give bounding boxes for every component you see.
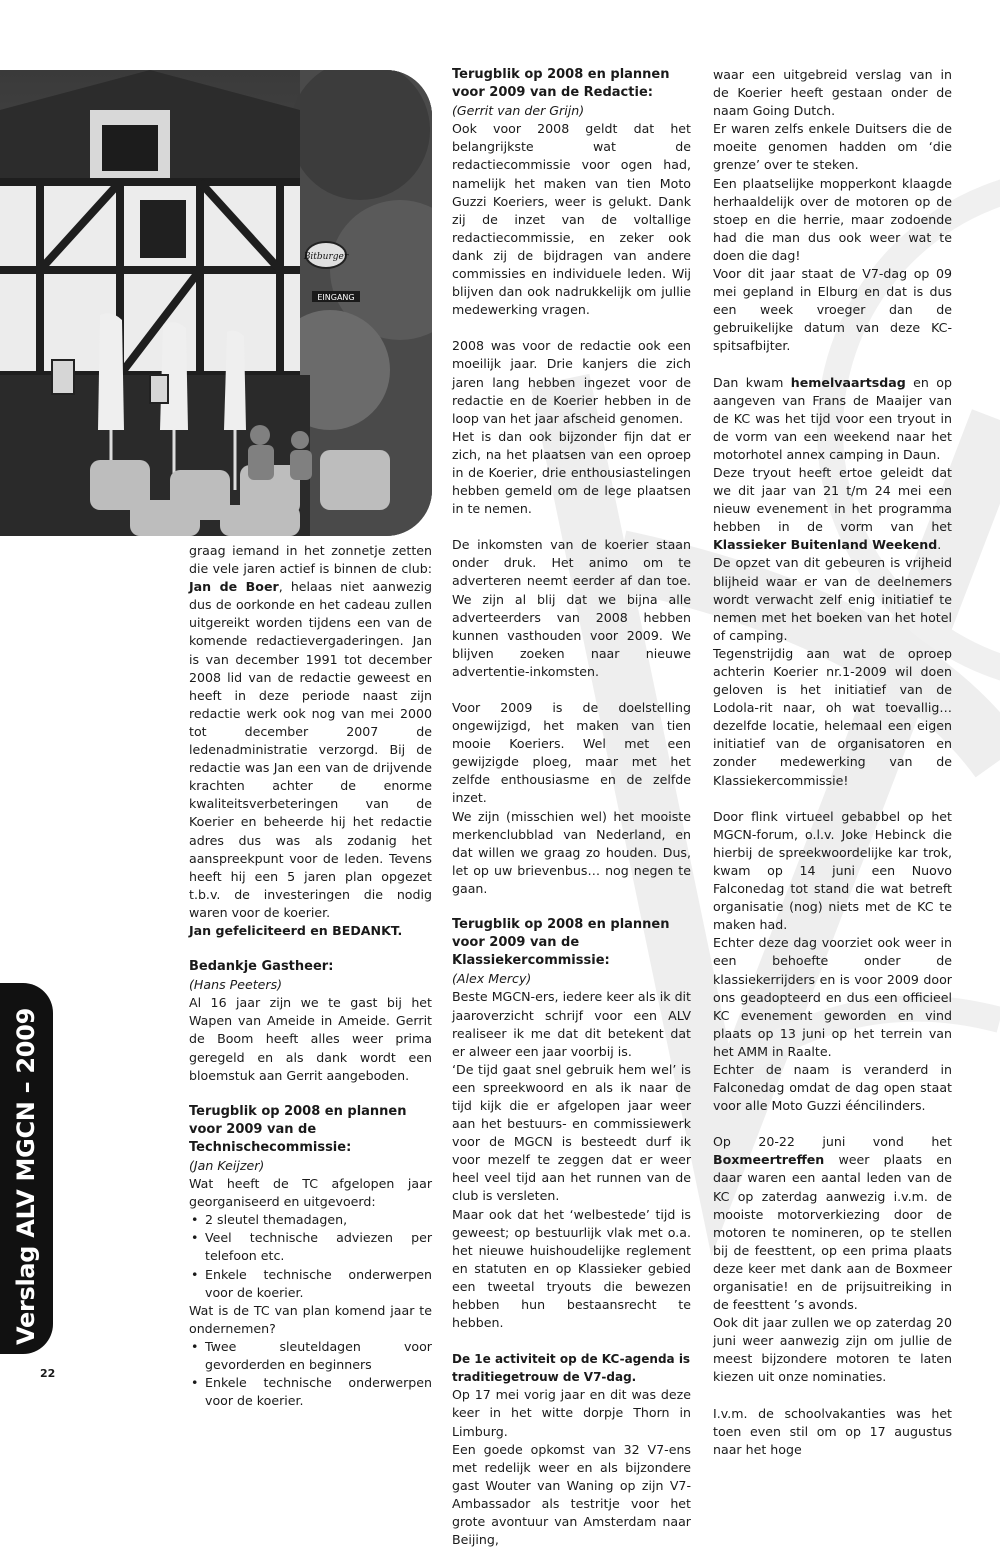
section-author: (Gerrit van der Grijn) <box>452 103 585 119</box>
section-author: (Jan Keijzer) <box>189 1158 265 1173</box>
column-left <box>189 542 432 1410</box>
paragraph: Op 17 mei vorig jaar en dit was deze keer in het witte dorpje Thorn in Limburg. <box>452 1387 691 1439</box>
paragraph: Een goede opkomst van 32 V7-ens met redelijk weer en als bijzondere gast Wouter van Waning op zijn V7-Ambassador als testritje voor het grote avontuur van Amsterdam naar Beijing, <box>452 1441 691 1548</box>
paragraph: Voor 2009 is de doelstelling ongewijzigd, het maken van tien mooie Koeriers. Wel met een gewijzigde ploeg, maar met het zelfde enthousiasme en de zelfde inzet. <box>452 700 691 806</box>
paragraph: Op 20-22 juni vond het Boxmeertreffen weer plaats en daar waren een aantal leden van de KC op zaterdag aanwezig i.v.m. de mooiste motorverkiezing door de motoren te nomineren, op te stellen bij de feesttent, op een prima plaats deze keer met dank aan de Boxmeer organisatie! en de prijsuitreiking in de feesttent ’s avonds. <box>713 1134 952 1313</box>
section-author: (Hans Peeters) <box>189 977 283 993</box>
list-item: • 2 sleutel themadagen, <box>205 1211 432 1229</box>
paragraph: We zijn (misschien wel) het mooiste merkenclubblad van Nederland, en dat willen we graag zo houden. Dus, let op uw brievenbus… nog negen te gaan. <box>452 808 691 896</box>
list-item: • Enkele technische onderwerpen voor de koerier. <box>205 1266 432 1302</box>
paragraph: Echter de naam is veranderd in Falconedag omdat de dag open staat voor alle Moto Guzzi ééncilinders. <box>713 1061 952 1114</box>
closing-line: Jan gefeliciteerd en BEDANKT. <box>189 922 403 938</box>
subsection-heading: De 1e activiteit op de KC-agenda is traditiegetrouw de V7-dag. <box>452 1352 691 1385</box>
section-heading: Bedankje Gastheer: <box>189 959 334 975</box>
sidebar-title: Verslag ALV MGCN – 2009 <box>12 1008 40 1345</box>
list-item: • Enkele technische onderwerpen voor de koerier. <box>205 1374 432 1410</box>
paragraph: Dan kwam hemelvaartsdag en op aangeven van Frans de Maaijer van de KC was het tijd voor een tryout in de vorm van een weekend naar het motorhotel annex camping in Daun. <box>713 374 952 462</box>
paragraph: De inkomsten van de koerier staan onder druk. Het animo om te adverteren neemt eerder af dan toe. We zijn al blij dat we bijna alle adverteerders van 2008 hebben kunnen vasthouden voor 2009. We blijven zoeken naar nieuwe advertentie-inkomsten. <box>452 537 691 679</box>
page-number: 22 <box>40 1367 56 1380</box>
paragraph: Een plaatselijke mopperkont klaagde herhaaldelijk over de motoren op de stoep en die herrie, maar zodoende had die man dus ook weer wat te doen die dag! <box>713 175 952 263</box>
paragraph: Voor dit jaar staat de V7-dag op 09 mei gepland in Elburg en dat is dus een week vroeger dan de gebruikelijke datum van deze KC-spitsafbijter. <box>713 266 952 354</box>
paragraph: Ook dit jaar zullen we op zaterdag 20 juni weer aanwezig zijn om jullie de meest bijzondere motoren te laten kiezen uit onze nominaties. <box>713 1315 952 1385</box>
paragraph: Tegenstrijdig aan wat de oproep achterin Koerier nr.1-2009 wil doen geloven is het initiatief van de Lodola-rit naar, oh wat toevallig… dezelfde locatie, helemaal een eigen initiatief van de organisatoren en zonder medewerking van de Klassiekercommissie! <box>713 645 952 788</box>
cafe-photo <box>0 70 432 536</box>
section-heading: Terugblik op 2008 en plannen voor 2009 van de Klassiekercommissie: <box>452 917 670 969</box>
bullet-list <box>189 1211 432 1301</box>
paragraph: I.v.m. de schoolvakanties was het toen even stil om op 17 augustus naar het hoge <box>713 1405 952 1457</box>
paragraph: Beste MGCN-ers, iedere keer als ik dit jaaroverzicht schrijf voor een ALV realiseer ik me dat dit betekent dat er alweer een jaar voorbij is. <box>452 989 691 1059</box>
section-author: (Alex Mercy) <box>452 971 532 987</box>
paragraph: Wat heeft de TC afgelopen jaar georganiseerd en uitgevoerd: <box>189 1176 432 1210</box>
section-heading: Terugblik op 2008 en plannen voor 2009 van de Technischecommissie: <box>189 1103 407 1155</box>
honoree-name: Jan de Boer <box>189 579 279 595</box>
paragraph: Echter deze dag voorziet ook weer in een behoefte onder de klassiekerrijders en is voor 2009 door ons geadopteerd en dus een officieel KC evenement geworden en vind plaats op 13 juni op het terrein van het AMM in Raalte. <box>713 935 952 1059</box>
paragraph: waar een uitgebreid verslag van in de Koerier heeft gestaan onder de naam Going Dutch. <box>713 67 952 119</box>
column-right <box>713 66 952 1459</box>
paragraph: Wat is de TC van plan komend jaar te ondernemen? <box>189 1302 432 1336</box>
paragraph: Er waren zelfs enkele Duitsers die de moeite genomen hadden om ‘die grenze’ over te steken. <box>713 121 952 173</box>
paragraph: Het is dan ook bijzonder fijn dat er zich, na het plaatsen van een oproep in de Koerier, drie enthousiastelingen hebben gemeld om de lege plaatsen in te nemen. <box>452 428 691 517</box>
bitburger-sign: Bitburger <box>303 252 349 262</box>
list-item: • Twee sleuteldagen voor gevorderden en beginners <box>205 1338 432 1374</box>
bullet-list <box>189 1338 432 1410</box>
paragraph: Door flink virtueel gebabbel op het MGCN-forum, o.l.v. Joke Hebinck die hierbij de spreekwoordelijke kar trok, kwam op 14 juni een Nuovo Falconedag tot stand die wat betreft organisatie (nog) niets met de KC te maken had. <box>713 808 952 933</box>
paragraph: graag iemand in het zonnetje zetten die vele jaren actief is binnen de club: Jan de Boer, helaas niet aanwezig dus de oorkonde en het cadeau zullen uitgereikt worden tijdens een van de komende redactievergaderingen. Jan is van december 1991 tot december 2008 lid van de redactie geweest en heeft in deze periode naast zijn redactie werk ook nog van mei 2000 tot december 2007 de ledenadministratie verzorgd. Bij de redactie was Jan een van de drijvende krachten achter de enorme kwaliteitsverbeteringen van de Koerier en beheerde hij het redactie adres dus was als zodanig het aanspreekpunt voor de leden. Tevens heeft hij een 5 jaren plan opgezet t.b.v. de investeringen die nodig waren voor de koerier. <box>189 543 432 920</box>
paragraph: Deze tryout heeft ertoe geleidt dat we dit jaar van 21 t/m 24 mei een nieuw evenement in het programma hebben in de vorm van het Klassieker Buitenland Weekend. <box>713 464 952 553</box>
paragraph: Maar ook dat het ‘welbestede’ tijd is geweest; op bestuurlijk vlak met o.a. het nieuwe huishoudelijke reglement en statuten en op Klassieker gebied een tweetal tryouts die bewezen hebben hun bestaansrecht te hebben. <box>452 1206 691 1331</box>
paragraph: Ook voor 2008 geldt dat het belangrijkste wat de redactiecommissie voor ogen had, namelijk het maken van tien Moto Guzzi Koeriers, weer is gelukt. Dank zij de inzet van de voltallige redactiecommissie, en zeker ook dank zij de bijdragen van andere commissies en individuele leden. Wij blijven dan ook nadrukkelijk om jullie medewerking vragen. <box>452 121 691 318</box>
paragraph: De opzet van dit gebeuren is vrijheid blijheid waar er van de deelnemers wordt verwacht zelf enig initiatief te nemen met het boeken van het hotel of camping. <box>713 555 952 643</box>
paragraph: 2008 was voor de redactie ook een moeilijk jaar. Drie kanjers die zich jaren lang hebben ingezet voor de redactie en de Koerier hebben in de loop van het jaar afscheid genomen. <box>452 338 691 426</box>
section-heading: Terugblik op 2008 en plannen voor 2009 van de Redactie: <box>452 67 670 101</box>
column-middle <box>452 66 691 1549</box>
paragraph: Al 16 jaar zijn we te gast bij het Wapen van Ameide in Ameide. Gerrit de Boom heeft alles weer prima geregeld en als dank wordt een bloemstuk aan Gerrit aangeboden. <box>189 995 432 1083</box>
paragraph: ‘De tijd gaat snel gebruik hem wel’ is een spreekwoord en als ik naar de tijd kijk die er afgelopen jaar weer aan het bestuurs- en commissiewerk voor de MGCN is besteedt durf ik voor mezelf te zeggen dat er weer heel veel tijd aan het runnen van de club is versleten. <box>452 1061 691 1204</box>
entrance-sign: EINGANG <box>317 293 355 302</box>
list-item: • Veel technische adviezen per telefoon etc. <box>205 1229 432 1265</box>
